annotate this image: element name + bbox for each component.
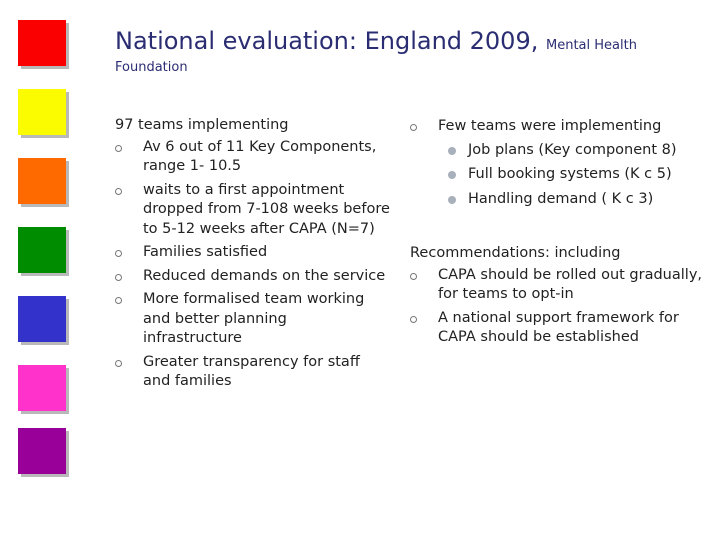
section-spacer [410,214,710,244]
list-item-text: waits to a first appointment dropped from 7-108 weeks before to 5-12 weeks after CAPA (N=7) [143,181,390,237]
title-main: National evaluation: England 2009, [115,27,546,55]
color-swatch-blue [18,296,66,342]
left-column [115,116,390,396]
color-swatch-purple [18,428,66,474]
left-bullet-list [115,138,390,392]
ring-bullet-icon [410,316,417,323]
left-heading: 97 teams implementing [115,117,289,133]
list-item-text: CAPA should be rolled out gradually, for teams to opt-in [438,266,703,302]
sub-list-item [410,141,710,161]
list-item-text: Families satisfied [143,244,268,260]
list-item [410,266,710,305]
list-item-text: Greater transparency for staff and families [143,353,360,389]
dot-bullet-icon [448,147,456,155]
list-item [115,181,390,240]
sub-list-item-text: Handling demand ( K c 3) [468,190,654,207]
recommendations-heading: Recommendations: including [410,245,621,261]
list-item [115,138,390,177]
right-column [410,117,710,352]
ring-bullet-icon [115,188,122,195]
list-item [410,309,710,348]
sub-list-item [410,165,710,185]
color-swatch-green [18,227,66,273]
list-item [115,353,390,392]
color-swatch-orange [18,158,66,204]
ring-bullet-icon [115,297,122,304]
ring-bullet-icon [410,273,417,280]
list-item-text: More formalised team working and better planning infrastructure [143,291,365,346]
dot-bullet-icon [448,171,456,179]
ring-bullet-icon [410,124,417,131]
list-item [115,290,390,349]
sub-list-item [410,190,710,210]
list-item-text: Few teams were implementing [438,118,662,134]
recommendations-list [410,266,710,348]
title-subline: Foundation [115,60,188,75]
list-item [115,243,390,263]
list-item-text: Reduced demands on the service [143,267,386,284]
list-item [115,267,390,287]
color-swatch-yellow [18,89,66,135]
ring-bullet-icon [115,274,122,281]
sub-list-item-text: Job plans (Key component 8) [468,141,677,158]
dot-bullet-icon [448,196,456,204]
list-item-text: A national support framework for CAPA should be established [438,309,679,345]
list-item [410,117,710,137]
sub-list-item-text: Full booking systems (K c 5) [468,166,672,182]
title-small: Mental Health [545,38,637,53]
ring-bullet-icon [115,250,122,257]
slide-title [115,26,705,61]
color-swatch-pink [18,365,66,411]
list-item-text: Av 6 out of 11 Key Components, range 1- 10.5 [143,138,377,174]
right-bullet-list [410,117,710,209]
ring-bullet-icon [115,145,122,152]
ring-bullet-icon [115,360,122,367]
color-swatch-red [18,20,66,66]
